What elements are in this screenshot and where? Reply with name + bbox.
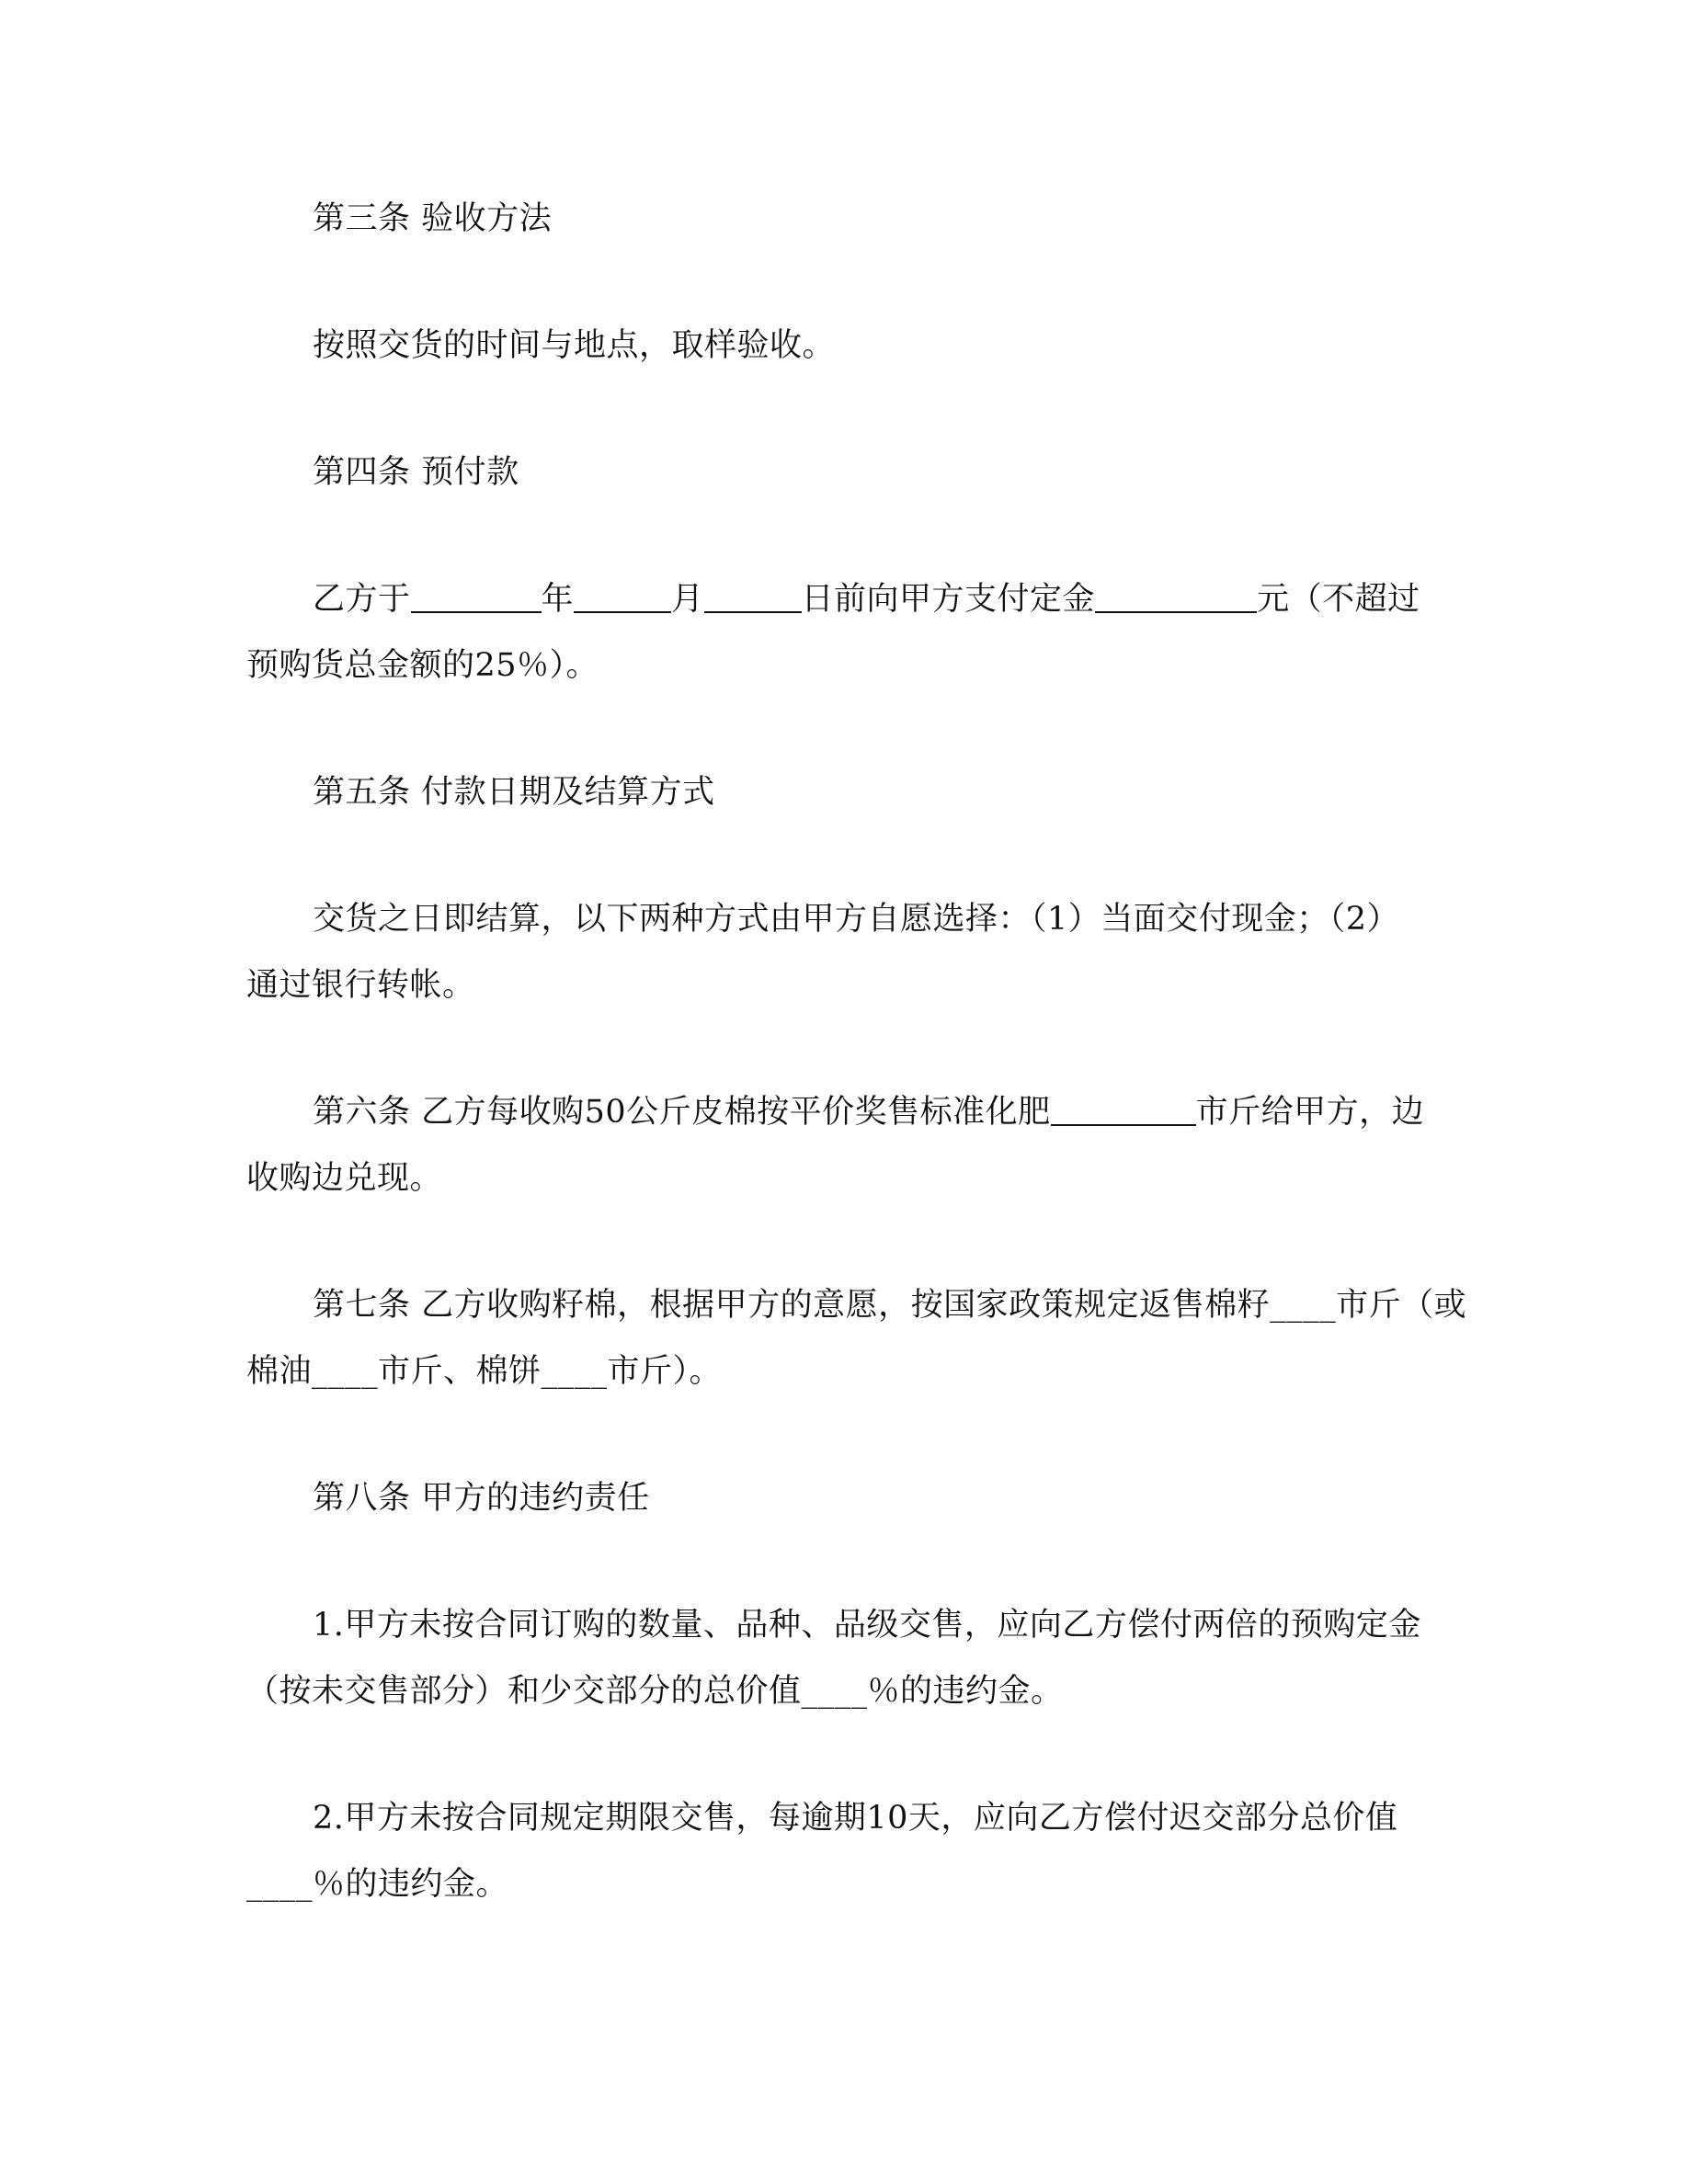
article-8-item-1-line-1: 1.甲方未按合同订购的数量、品种、品级交售，应向乙方偿付两倍的预购定金 xyxy=(313,1607,1421,1644)
article-8-item-2-line-1: 2.甲方未按合同规定期限交售，每逾期10天，应向乙方偿付迟交部分总价值 xyxy=(313,1800,1398,1837)
article-6-line-1 xyxy=(313,1090,1424,1134)
text-segment: 第六条 乙方每收购50公斤皮棉按平价奖售标准化肥 xyxy=(313,1094,1051,1131)
article-5-title: 第五条 付款日期及结算方式 xyxy=(313,774,715,811)
article-4-title: 第四条 预付款 xyxy=(313,454,519,491)
article-6-line-2: 收购边兑现。 xyxy=(246,1160,443,1197)
text-segment: 元（不超过 xyxy=(1257,581,1420,618)
article-4-line-1 xyxy=(313,577,1420,621)
text-segment: 年 xyxy=(541,581,575,618)
text-segment: 日前向甲方支付定金 xyxy=(801,581,1096,618)
article-5-line-1: 交货之日即结算，以下两种方式由甲方自愿选择：（1）当面交付现金；（2） xyxy=(313,901,1400,938)
article-7-line-2: 棉油____市斤、棉饼____市斤）。 xyxy=(246,1353,723,1390)
article-4-line-2: 预购货总金额的25％）。 xyxy=(246,647,599,684)
article-5-line-2: 通过银行转帐。 xyxy=(246,967,475,1004)
blank-deposit xyxy=(1095,580,1257,613)
article-7-line-1: 第七条 乙方收购籽棉，根据甲方的意愿，按国家政策规定返售棉籽____市斤（或 xyxy=(313,1287,1467,1324)
article-3-title: 第三条 验收方法 xyxy=(313,200,553,237)
article-8-title: 第八条 甲方的违约责任 xyxy=(313,1480,650,1517)
article-8-item-2-line-2: ____％的违约金。 xyxy=(246,1866,509,1903)
text-segment: 月 xyxy=(671,581,704,618)
article-8-item-1-line-2: （按未交售部分）和少交部分的总价值____％的违约金。 xyxy=(246,1673,1064,1710)
article-3-body: 按照交货的时间与地点，取样验收。 xyxy=(313,327,836,364)
blank-day xyxy=(704,580,802,613)
blank-fertilizer-amount xyxy=(1051,1093,1196,1126)
text-segment: 乙方于 xyxy=(313,581,411,618)
blank-year xyxy=(411,580,542,613)
text-segment: 市斤给甲方，边 xyxy=(1195,1094,1425,1131)
blank-month xyxy=(574,580,671,613)
